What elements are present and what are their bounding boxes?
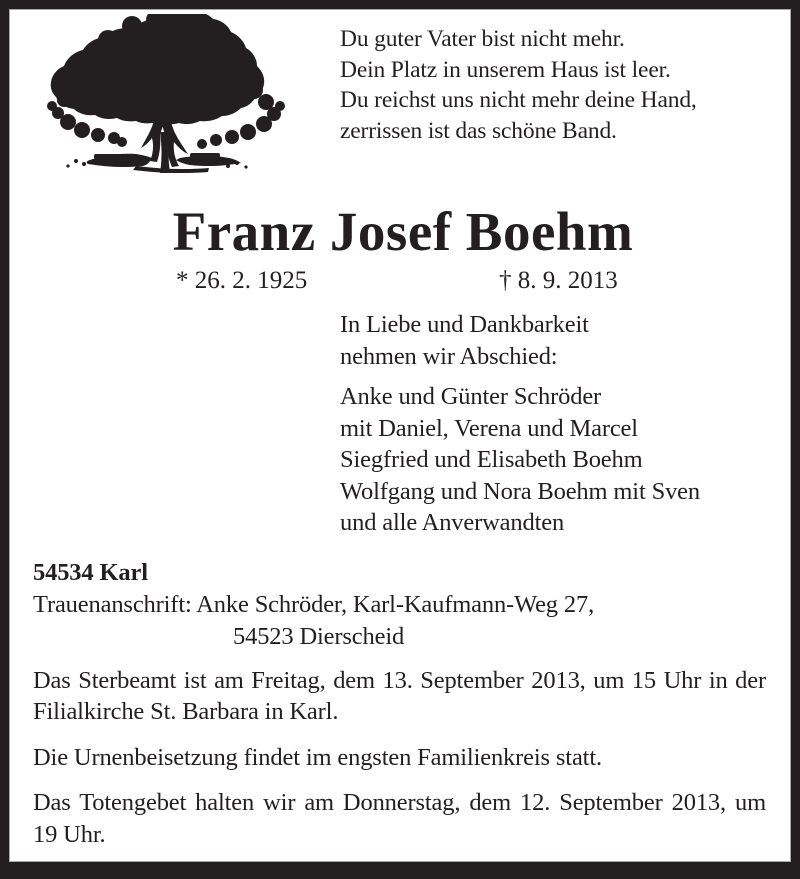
detail-paragraph-prayer: Das Totengebet halten wir am Donnerstag, dem 12. September 2013, um 19 Uhr. xyxy=(33,789,766,848)
mourner-line-4: Wolfgang und Nora Boehm mit Sven xyxy=(340,477,700,505)
obituary-inner-panel xyxy=(9,9,791,862)
funeral-details-block xyxy=(10,665,790,851)
emblem-and-poem-area xyxy=(10,10,790,195)
mourners-block xyxy=(10,309,790,539)
address-block xyxy=(10,557,790,653)
poem-line-3: Du reichst uns nicht mehr deine Hand, xyxy=(340,87,697,113)
mourners-spacer xyxy=(340,372,790,381)
tree-silhouette-icon xyxy=(32,14,297,179)
city-line: 54534 Karl xyxy=(33,558,148,586)
death-date: † 8. 9. 2013 xyxy=(499,267,618,294)
poem-line-1: Du guter Vater bist nicht mehr. xyxy=(340,26,625,52)
deceased-name: Franz Josef Boehm xyxy=(172,201,634,262)
farewell-intro-line-1: In Liebe und Dankbarkeit xyxy=(340,311,589,338)
mourning-address-town: 54523 Dierscheid xyxy=(233,622,405,650)
memorial-poem xyxy=(340,24,760,146)
poem-line-2: Dein Platz in unserem Haus ist leer. xyxy=(340,56,671,83)
poem-line-4: zerrissen ist das schöne Band. xyxy=(340,117,617,144)
mourner-line-5: und alle Anverwandten xyxy=(340,509,565,536)
mourning-address-line: Trauenanschrift: Anke Schröder, Karl-Kaufmann-Weg 27, xyxy=(33,590,595,618)
life-dates xyxy=(10,263,790,303)
detail-paragraph-urn-burial: Die Urnenbeisetzung findet im engsten Familienkreis statt. xyxy=(33,743,602,771)
mourner-line-3: Siegfried und Elisabeth Boehm xyxy=(340,446,643,473)
farewell-intro-line-2: nehmen wir Abschied: xyxy=(340,342,558,370)
detail-paragraph-requiem: Das Sterbeamt ist am Freitag, dem 13. September 2013, um 15 Uhr in der Filialkirche St. Barbara in Karl. xyxy=(33,666,766,725)
birth-date: * 26. 2. 1925 xyxy=(176,267,308,294)
mourner-line-1: Anke und Günter Schröder xyxy=(340,383,602,410)
mourner-line-2: mit Daniel, Verena und Marcel xyxy=(340,414,638,442)
